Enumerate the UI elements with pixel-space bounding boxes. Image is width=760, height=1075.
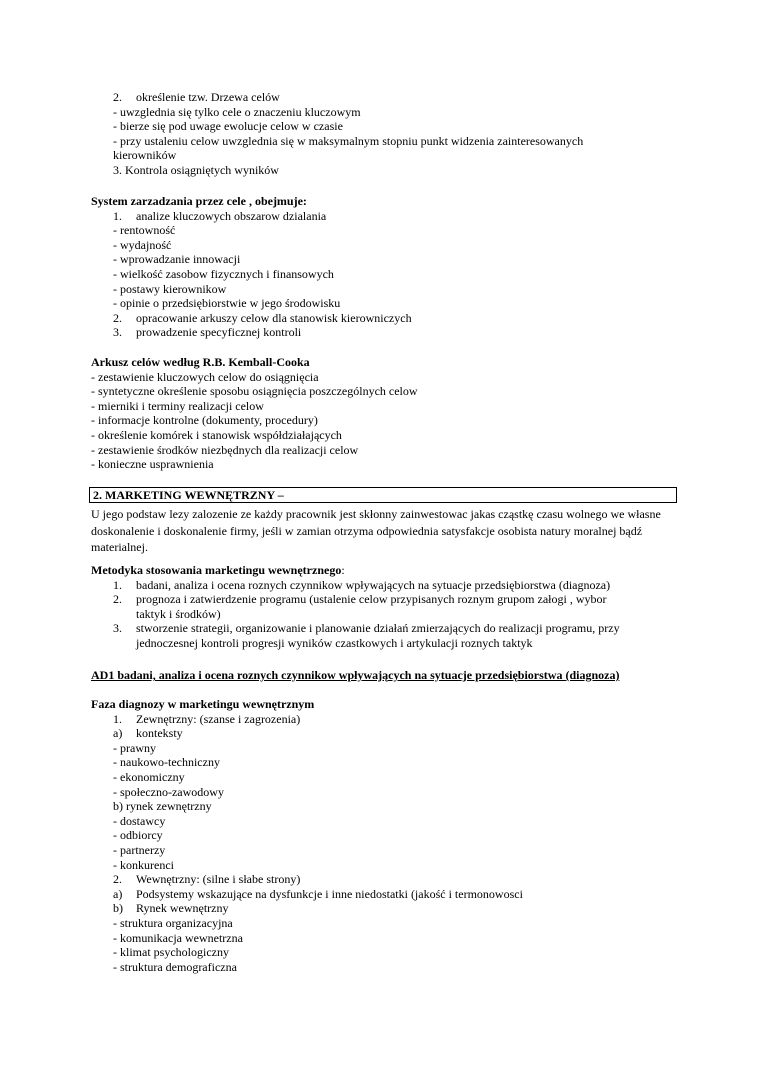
item-text: Rynek wewnętrzny [136,901,229,916]
system-section [91,194,671,340]
item-number: 3. [113,621,122,636]
bullet-item: - konieczne usprawnienia [91,457,214,472]
list-item [91,887,671,902]
bullet-item: - prawny [113,740,156,755]
bullet-item: - społeczno-zawodowy [113,784,224,799]
bullet-item: - struktura demograficzna [113,959,237,974]
list-item [91,592,676,621]
bullet-item: - struktura organizacyjna [113,915,233,930]
bullet-item: - odbiorcy [113,828,163,843]
section-heading: Arkusz celów według R.B. Kemball-Cooka [91,355,310,369]
item-letter: a) [113,886,123,901]
list-item: b) rynek zewnętrzny [113,799,212,814]
item-number: 1. [113,577,122,592]
item-text: opracowanie arkuszy celow dla stanowisk kierowniczych [136,310,412,325]
item-text: konteksty [136,726,183,741]
list-item [91,311,671,326]
item-number: 2. [113,310,122,325]
list-item [91,325,671,340]
list-item [91,578,676,593]
item-text: prognoza i zatwierdzenie programu (ustalenie celow przypisanych roznym grupom załogi , wybor taktyk i środków) [136,592,607,621]
section-heading: Faza diagnozy w marketingu wewnętrznym [91,697,315,711]
arkusz-section [91,355,671,472]
item-number: 3. [113,325,122,340]
bullet-item: - bierze się pod uwage ewolucje celow w czasie [113,119,343,134]
intro-paragraph: U jego podstaw lezy zalozenie ze każdy pracownik jest skłonny zainwestowac jakas cząstkę czasu wolnego we własne doskonalenie i doskonalenie firmy, jeśli w zamian otrzyma odpowiednia satysfakcje osobista natury moralnej bądź materialnej. [91,507,661,554]
bullet-item: - ekonomiczny [113,769,185,784]
bullet-item: - wydajność [113,237,172,252]
item-text: Podsystemy wskazujące na dysfunkcje i inne niedostatki (jakość i termonowosci [136,886,523,901]
bullet-item: - uwzglednia się tylko cele o znaczeniu kluczowym [113,104,361,119]
item-number: 2. [113,872,122,887]
section-heading: AD1 badani, analiza i ocena roznych czynnikow wpływających na sytuacje przedsiębiorstwa (diagnoza) [91,668,620,682]
bullet-item: - komunikacja wewnetrzna [113,930,243,945]
item-text: analize kluczowych obszarow dzialania [136,208,327,223]
list-item [91,90,671,105]
bullet-item: kierowników [113,148,177,163]
bullet-item: - klimat psychologiczny [113,945,229,960]
top-section [91,90,671,178]
bullet-item: - wprowadzanie innowacji [113,252,241,267]
ad1-section [91,668,681,683]
item-text: prowadzenie specyficznej kontroli [136,325,302,340]
bullet-item: - opinie o przedsiębiorstwie w jego środowisku [113,296,341,311]
item-text: Wewnętrzny: (silne i słabe strony) [136,872,301,887]
list-item [91,901,671,916]
faza-section [91,697,671,974]
item-text: stworzenie strategii, organizowanie i planowanie działań zmierzających do realizacji programu, przy jednoczesnej kontroli progresji wyników czastkowych i artykulacji roznych taktyk [136,621,620,650]
bullet-item: - konkurenci [113,857,174,872]
item-letter: b) [113,901,123,916]
item-number: 2. [113,592,122,607]
bullet-item: - informacje kontrolne (dokumenty, procedury) [91,413,318,428]
bullet-item: - przy ustaleniu celow uwzglednia się w maksymalnym stopniu punkt widzenia zainteresowanych [113,133,584,148]
bullet-item: - postawy kierownikow [113,281,227,296]
heading-colon: : [341,563,345,577]
bullet-item: - partnerzy [113,842,166,857]
item-text: Zewnętrzny: (szanse i zagrozenia) [136,711,301,726]
list-item [91,712,671,727]
bullet-item: - syntetyczne określenie sposobu osiągnięcia poszczególnych celow [91,384,418,399]
marketing-box-heading: 2. MARKETING WEWNĘTRZNY – [89,487,677,503]
metodyka-section [91,563,676,651]
bullet-item: - określenie komórek i stanowisk współdziałających [91,427,342,442]
bullet-item: - mierniki i terminy realizacji celow [91,398,264,413]
list-item [91,726,671,741]
bullet-item: - naukowo-techniczny [113,755,220,770]
item-text: badani, analiza i ocena roznych czynnikow wpływających na sytuacje przedsiębiorstwa (diagnoza) [136,577,611,592]
bullet-item: - zestawienie kluczowych celow do osiągnięcia [91,369,319,384]
item-text: określenie tzw. Drzewa celów [136,90,280,104]
section-heading: System zarzadzania przez cele , obejmuje: [91,194,307,208]
item-number: 1. [113,208,122,223]
list-item [91,872,671,887]
list-item [91,209,671,224]
item-number: 1. [113,711,122,726]
list-item [91,621,676,650]
heading-text: Metodyka stosowania marketingu wewnętrznego [91,563,342,577]
bullet-item: - rentowność [113,223,176,238]
bullet-item: - zestawienie środków niezbędnych dla realizacji celow [91,442,359,457]
section-heading [91,563,676,578]
item-letter: a) [113,726,123,741]
list-item: 3. Kontrola osiągniętych wyników [113,162,279,177]
marketing-section [91,506,676,556]
item-number: 2. [113,90,122,104]
bullet-item: - dostawcy [113,813,166,828]
bullet-item: - wielkość zasobow fizycznych i finansowych [113,266,334,281]
